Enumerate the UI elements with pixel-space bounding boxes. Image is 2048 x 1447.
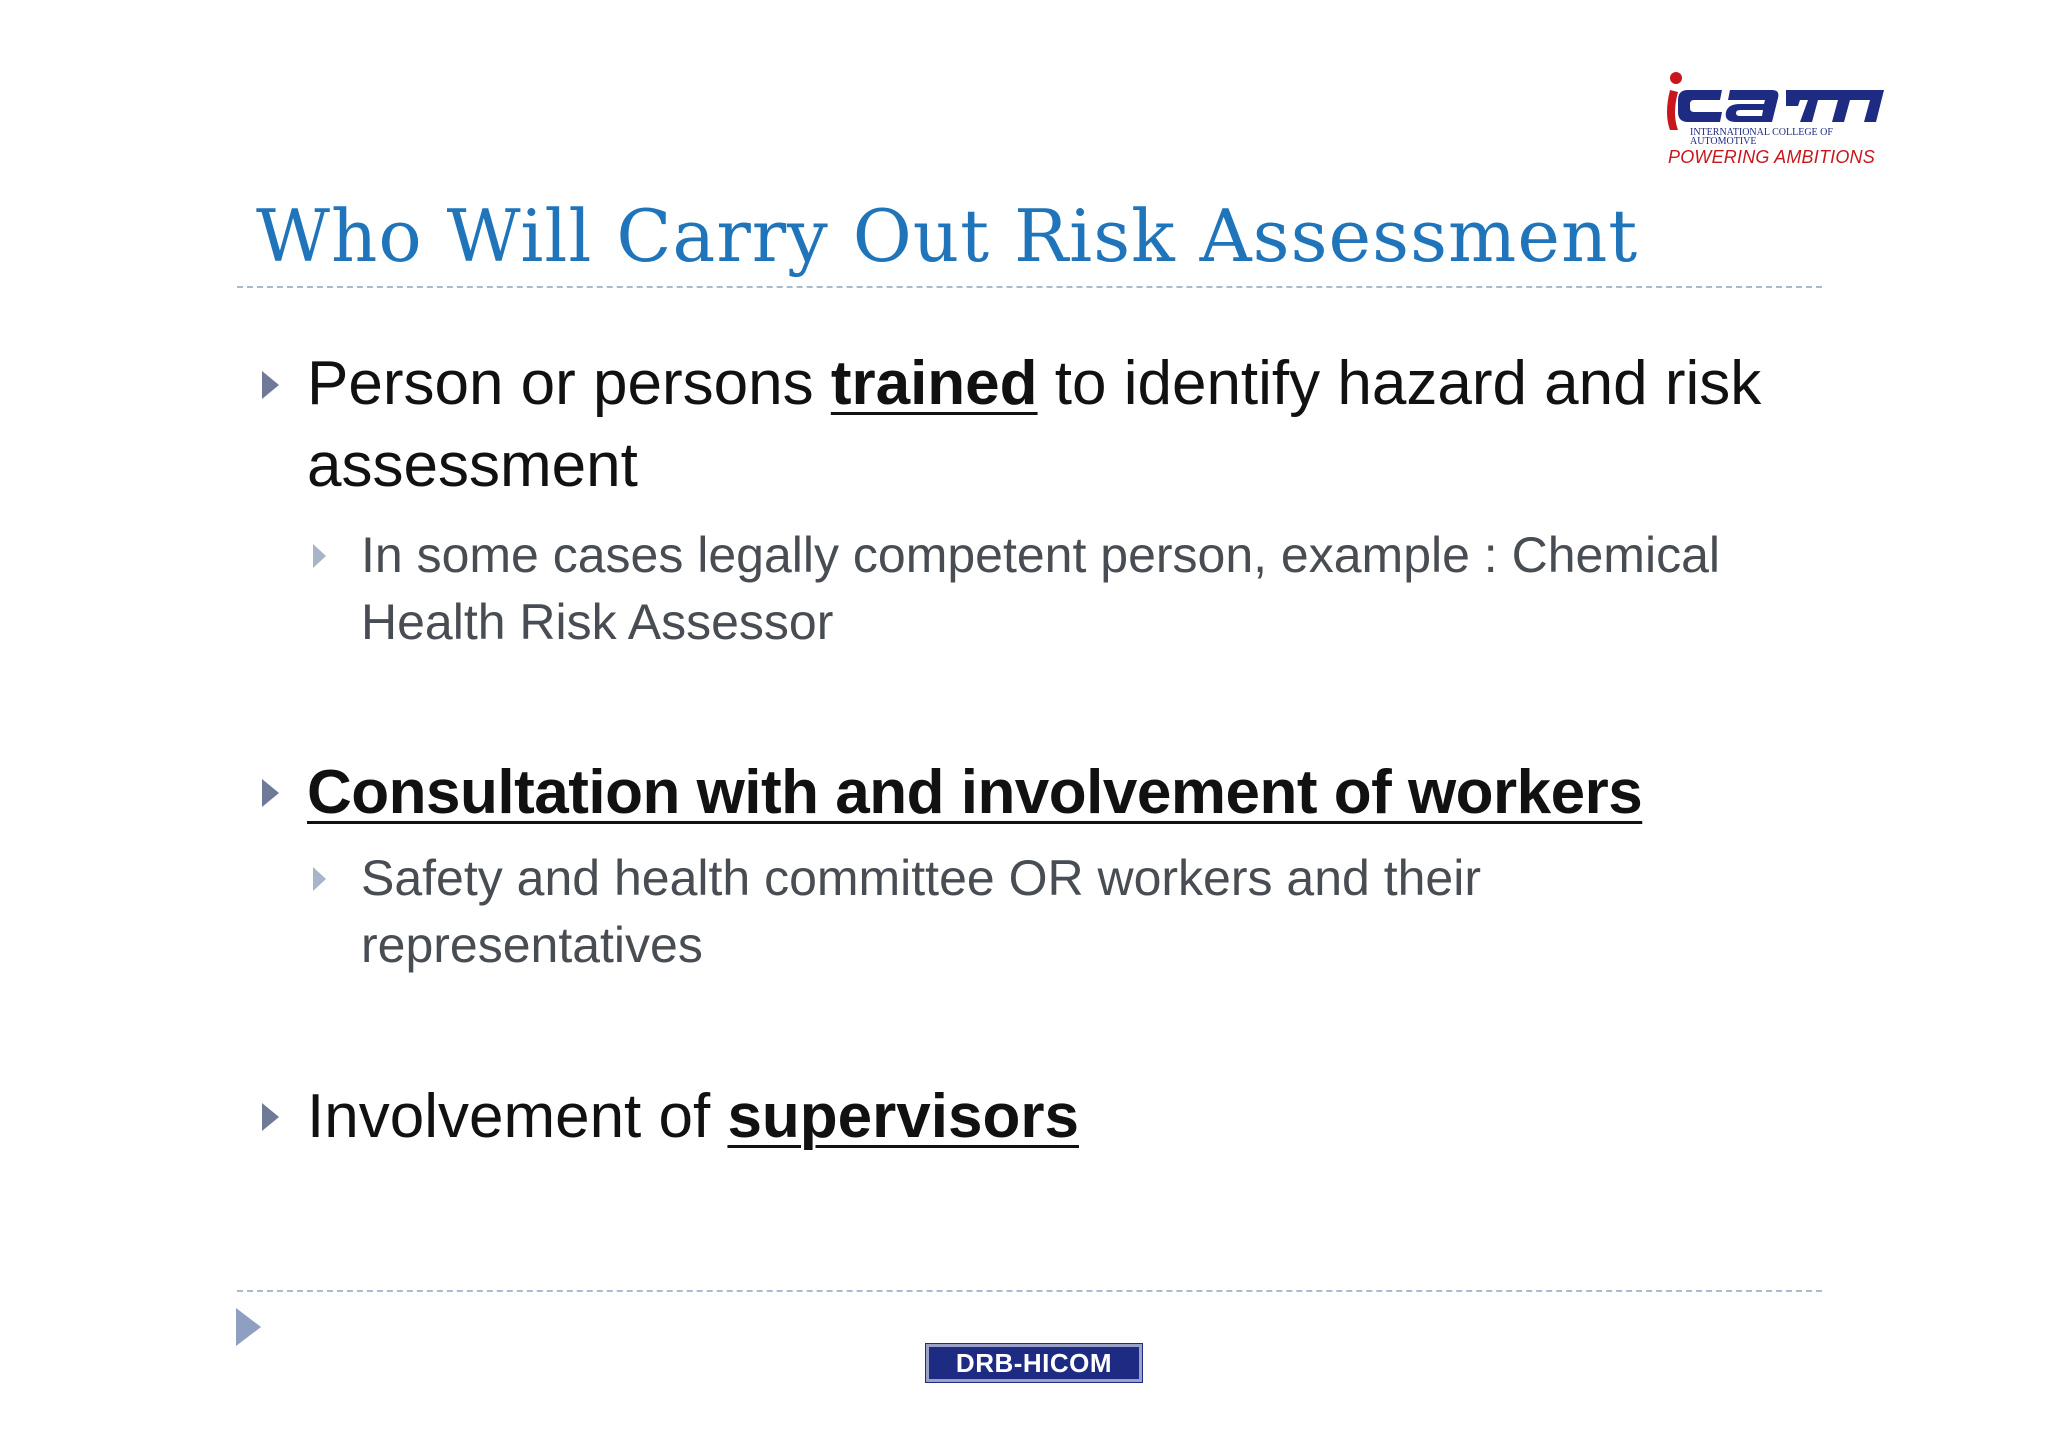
bullet-arrow-icon (262, 371, 279, 399)
logo-tagline: POWERING AMBITIONS (1668, 147, 1875, 167)
logo-subtitle-2: AUTOMOTIVE (1690, 136, 1757, 147)
bullet-arrow-icon (262, 1103, 279, 1131)
logo-dot (1670, 72, 1682, 84)
bullet-arrow-icon (262, 779, 279, 807)
logo-c (1678, 90, 1722, 122)
bullet-1-text-after: to identify hazard and risk assessment (307, 349, 1762, 500)
title-divider (237, 286, 1822, 288)
logo-subtitle-1: INTERNATIONAL COLLEGE OF (1690, 127, 1833, 138)
slide-title: Who Will Carry Out Risk Assessment (256, 194, 1639, 278)
logo-m (1786, 90, 1884, 122)
bullet-2-sub: Safety and health committee OR workers and their representatives (361, 850, 1481, 973)
sub-bullet-arrow-icon (313, 867, 326, 891)
bullet-2-emphasis: Consultation with and involvement of workers (307, 758, 1643, 827)
bullet-1-sub: In some cases legally competent person, example : Chemical Health Risk Assessor (361, 527, 1720, 650)
bullet-3 (307, 1076, 1827, 1158)
footer-divider (237, 1290, 1822, 1292)
bullet-1 (307, 343, 1827, 507)
next-slide-arrow-icon (236, 1308, 261, 1346)
drb-hicom-logo (926, 1344, 1142, 1382)
bullet-2 (307, 752, 1827, 834)
bullet-3-emphasis: supervisors (727, 1082, 1079, 1151)
logo-i-stem (1667, 90, 1678, 130)
drb-hicom-logo-text: DRB-HICOM (955, 1347, 1113, 1378)
bullet-1-text-before: Person or persons (307, 349, 831, 418)
bullet-1-emphasis: trained (830, 349, 1038, 418)
bullet-3-text-before: Involvement of (307, 1082, 728, 1151)
sub-bullet-arrow-icon (313, 544, 326, 568)
logo-a (1726, 90, 1779, 122)
